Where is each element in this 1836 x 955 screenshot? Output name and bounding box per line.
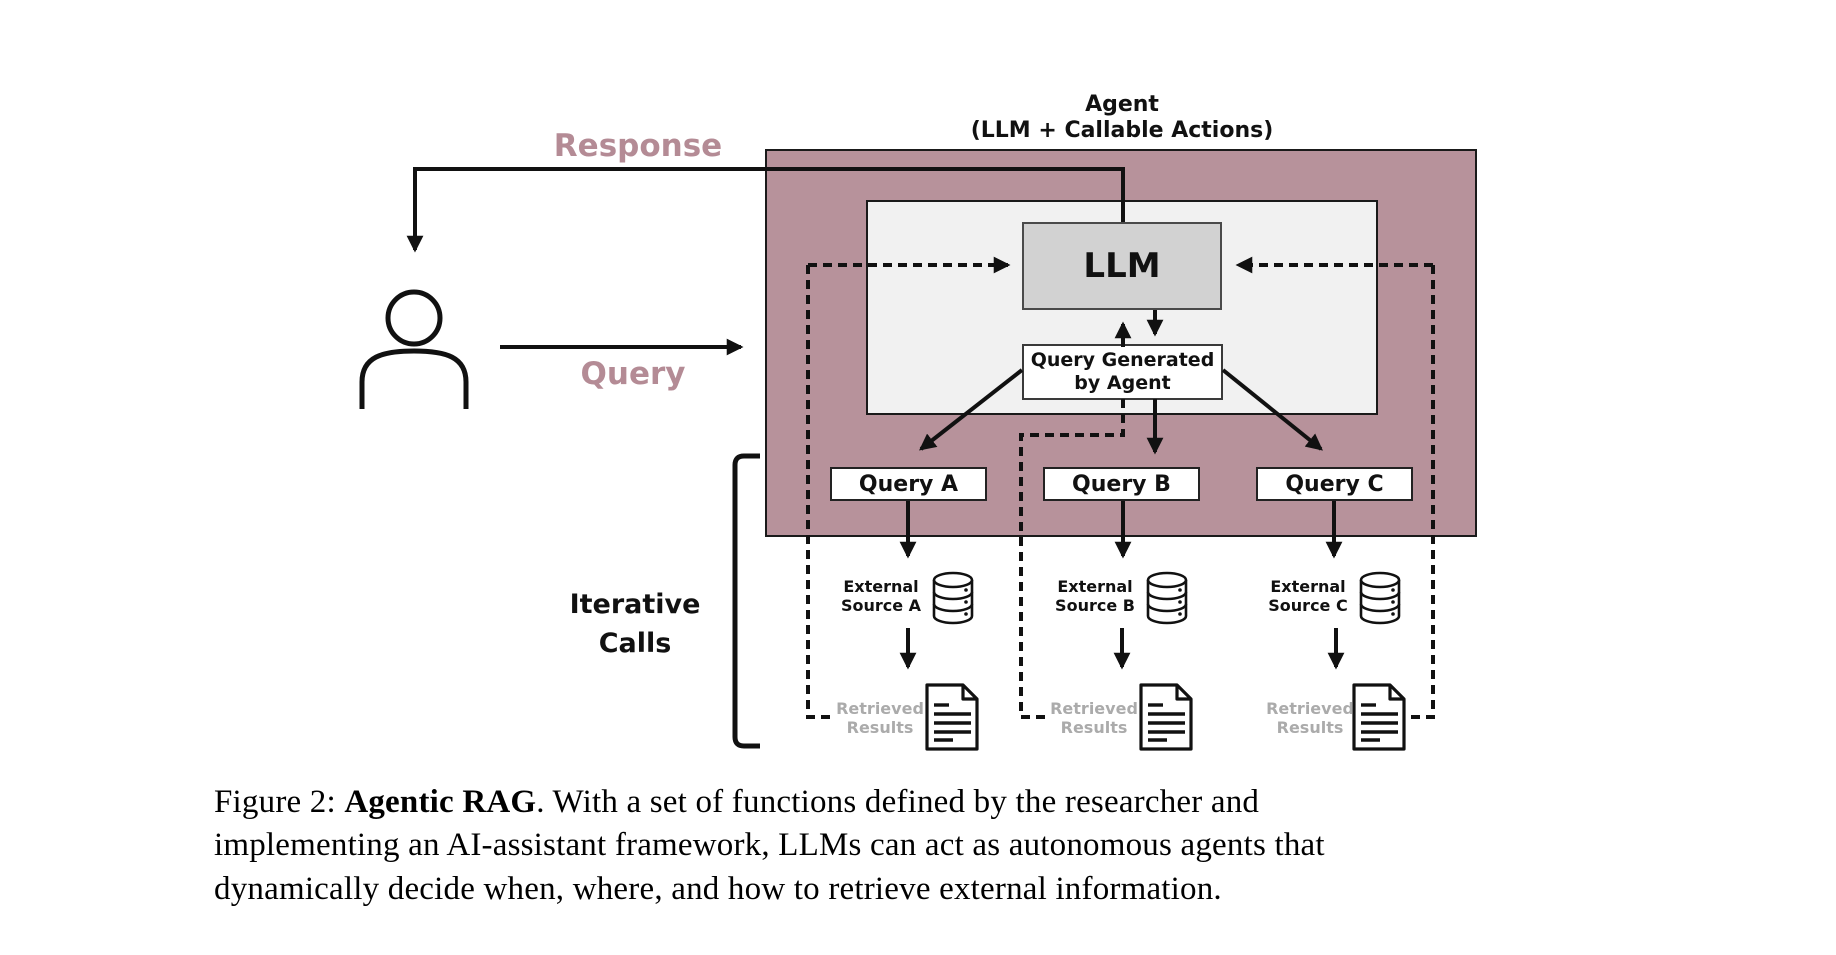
query-c-label: Query C (1285, 471, 1384, 497)
query-generated-box (1022, 344, 1223, 400)
llm-box (1022, 222, 1222, 310)
query-b-box (1043, 467, 1200, 501)
external-source-b-label: External Source B (1055, 577, 1135, 615)
caption-line1 (214, 781, 1594, 825)
query-a-label: Query A (858, 471, 959, 497)
llm-label: LLM (1083, 246, 1161, 286)
external-source-a-label: External Source A (840, 577, 922, 615)
iterative-calls-line1: Iterative (569, 589, 701, 620)
agent-title (922, 92, 1322, 144)
caption-bold-term: Agentic RAG (344, 784, 537, 820)
caption-line2: implementing an AI-assistant framework, LLMs can act as autonomous agents that (214, 827, 1325, 863)
query-c-box (1256, 467, 1413, 501)
caption-line3: dynamically decide when, where, and how to retrieve external information. (214, 871, 1222, 907)
response-label: Response (553, 128, 723, 164)
iterative-calls-label (535, 585, 735, 663)
agent-title-line2: (LLM + Callable Actions) (970, 118, 1274, 143)
agent-title-line1: Agent (1085, 92, 1159, 117)
iterative-calls-bracket (735, 456, 760, 746)
query-a-box (830, 467, 987, 501)
external-source-c-label: External Source C (1268, 577, 1348, 615)
retrieved-results-b-label: Retrieved Results (1050, 699, 1138, 737)
query-generated-line1: Query Generated (1030, 349, 1215, 371)
query-generated-line2: by Agent (1074, 372, 1171, 394)
user-icon (362, 292, 466, 409)
caption-line1-rest: . With a set of functions defined by the researcher and (536, 784, 1260, 820)
query-b-label: Query B (1072, 471, 1171, 497)
caption-figure-number: Figure 2: (214, 784, 345, 820)
query-label: Query (580, 356, 686, 392)
retrieved-results-a-label: Retrieved Results (836, 699, 924, 737)
iterative-calls-line2: Calls (598, 628, 672, 659)
retrieved-results-c-label: Retrieved Results (1266, 699, 1354, 737)
